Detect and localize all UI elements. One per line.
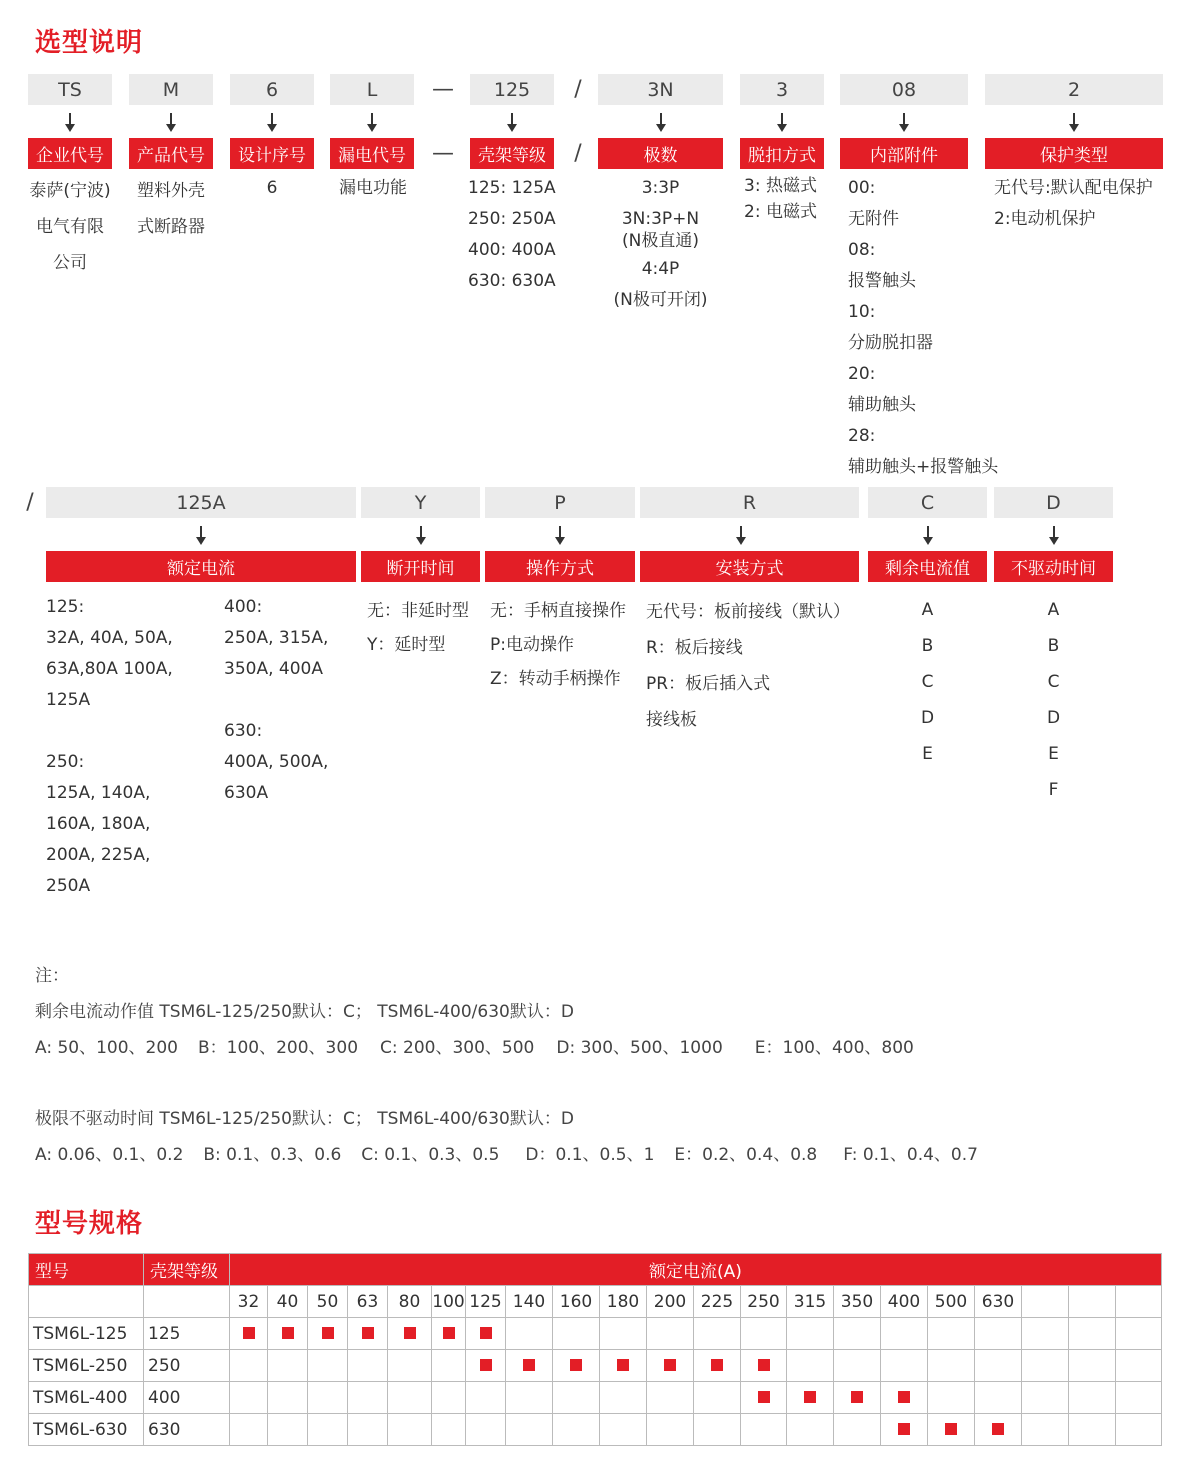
availability-cell <box>787 1350 834 1382</box>
desc-poles: 3:3P 3N:3P+N (N极直通) 4:4P (N极可开闭) <box>613 178 708 310</box>
label-frame-grade: 壳架等级 <box>470 138 554 169</box>
label-leak-code: 漏电代号 <box>330 138 414 169</box>
desc-frame: 125: 125A 250: 250A 400: 400A 630: 630A <box>468 178 556 291</box>
current-value-cell: 180 <box>600 1286 647 1318</box>
availability-cell <box>388 1318 432 1350</box>
availability-cell <box>694 1350 741 1382</box>
availability-cell <box>928 1318 975 1350</box>
blank-cell <box>144 1286 230 1318</box>
frame-cell: 630 <box>144 1414 230 1446</box>
available-mark-icon <box>570 1359 582 1371</box>
table-row <box>29 1382 1162 1414</box>
table-row <box>29 1350 1162 1382</box>
availability-cell <box>1022 1318 1069 1350</box>
arrow-down-icon <box>922 526 934 546</box>
table-row <box>29 1318 1162 1350</box>
current-value-cell: 350 <box>834 1286 881 1318</box>
availability-cell <box>308 1382 348 1414</box>
desc-residual: A B C D E <box>920 600 935 764</box>
spec-table <box>28 1253 1162 1446</box>
header-model: 型号 <box>29 1254 144 1286</box>
code-poles: 3N <box>598 74 723 105</box>
availability-cell <box>881 1318 928 1350</box>
availability-cell <box>308 1318 348 1350</box>
availability-cell <box>787 1414 834 1446</box>
desc-protection: 无代号:默认配电保护 2:电动机保护 <box>994 178 1153 229</box>
model-cell: TSM6L-125 <box>29 1318 144 1350</box>
current-value-cell: 80 <box>388 1286 432 1318</box>
arrow-down-icon <box>735 526 747 546</box>
availability-cell <box>348 1350 388 1382</box>
availability-cell <box>268 1350 308 1382</box>
availability-cell <box>432 1318 466 1350</box>
availability-cell <box>1069 1318 1116 1350</box>
code-operation: P <box>485 487 635 518</box>
arrow-down-icon <box>898 113 910 133</box>
availability-cell <box>647 1414 694 1446</box>
table-row <box>29 1414 1162 1446</box>
availability-cell <box>230 1382 268 1414</box>
arrow-down-icon <box>554 526 566 546</box>
note-heading: 注： <box>35 966 69 986</box>
available-mark-icon <box>523 1359 535 1371</box>
availability-cell <box>466 1382 506 1414</box>
label-operation: 操作方式 <box>485 551 635 582</box>
model-cell: TSM6L-630 <box>29 1414 144 1446</box>
label-company-code: 企业代号 <box>28 138 112 169</box>
code-non-drive: D <box>994 487 1113 518</box>
availability-cell <box>230 1350 268 1382</box>
current-value-cell: 315 <box>787 1286 834 1318</box>
availability-cell <box>1022 1414 1069 1446</box>
availability-cell <box>1116 1382 1162 1414</box>
desc-break-time: 无：非延时型 Y：延时型 <box>367 601 469 655</box>
current-value-cell: 160 <box>553 1286 600 1318</box>
availability-cell <box>388 1350 432 1382</box>
desc-design: 6 <box>266 178 278 198</box>
availability-cell <box>694 1382 741 1414</box>
availability-cell <box>230 1318 268 1350</box>
current-value-cell: 63 <box>348 1286 388 1318</box>
separator-slash: / <box>574 141 582 166</box>
available-mark-icon <box>758 1391 770 1403</box>
note-nondrive-defaults: 极限不驱动时间 TSM6L-125/250默认：C； TSM6L-400/630默认：D <box>35 1109 574 1129</box>
blank-cell <box>29 1286 144 1318</box>
separator-dash: — <box>432 141 454 166</box>
current-value-cell: 140 <box>506 1286 553 1318</box>
available-mark-icon <box>898 1423 910 1435</box>
code-rated-current: 125A <box>46 487 356 518</box>
model-cell: TSM6L-250 <box>29 1350 144 1382</box>
available-mark-icon <box>851 1391 863 1403</box>
availability-cell <box>466 1414 506 1446</box>
availability-cell <box>432 1414 466 1446</box>
availability-cell <box>348 1318 388 1350</box>
arrow-down-icon <box>776 113 788 133</box>
availability-cell <box>1022 1350 1069 1382</box>
label-install: 安装方式 <box>640 551 859 582</box>
available-mark-icon <box>243 1327 255 1339</box>
current-value-cell: 500 <box>928 1286 975 1318</box>
availability-cell <box>506 1414 553 1446</box>
arrow-down-icon <box>64 113 76 133</box>
availability-cell <box>975 1350 1022 1382</box>
desc-trip: 3: 热磁式 2: 电磁式 <box>744 176 817 222</box>
current-value-cell: 100 <box>432 1286 466 1318</box>
note-residual-defaults: 剩余电流动作值 TSM6L-125/250默认：C； TSM6L-400/630默认：D <box>35 1002 574 1022</box>
availability-cell <box>1116 1414 1162 1446</box>
availability-cell <box>348 1382 388 1414</box>
available-mark-icon <box>711 1359 723 1371</box>
availability-cell <box>787 1318 834 1350</box>
availability-cell <box>308 1414 348 1446</box>
availability-cell <box>348 1414 388 1446</box>
availability-cell <box>432 1350 466 1382</box>
arrow-down-icon <box>266 113 278 133</box>
availability-cell <box>1116 1350 1162 1382</box>
desc-leak: 漏电功能 <box>339 178 407 198</box>
available-mark-icon <box>898 1391 910 1403</box>
current-value-cell: 225 <box>694 1286 741 1318</box>
availability-cell <box>647 1318 694 1350</box>
label-break-time: 断开时间 <box>361 551 480 582</box>
availability-cell <box>466 1350 506 1382</box>
label-residual-current: 剩余电流值 <box>868 551 987 582</box>
available-mark-icon <box>322 1327 334 1339</box>
availability-cell <box>506 1350 553 1382</box>
code-company: TS <box>28 74 112 105</box>
availability-cell <box>1022 1382 1069 1414</box>
desc-non-drive: A B C D E F <box>1046 600 1061 800</box>
desc-product: 塑料外壳 式断路器 <box>137 181 205 237</box>
availability-cell <box>388 1414 432 1446</box>
desc-company: 泰萨(宁波) 电气有限 公司 <box>29 181 111 273</box>
current-value-cell: 630 <box>975 1286 1022 1318</box>
code-protection: 2 <box>985 74 1163 105</box>
availability-cell <box>553 1414 600 1446</box>
availability-cell <box>881 1350 928 1382</box>
code-break-time: Y <box>361 487 480 518</box>
code-trip: 3 <box>740 74 824 105</box>
availability-cell <box>600 1318 647 1350</box>
label-product-code: 产品代号 <box>129 138 213 169</box>
note-residual-values: A: 50、100、200 B：100、200、300 C: 200、300、500 D: 300、500、1000 E：100、400、800 <box>35 1038 914 1058</box>
frame-cell: 125 <box>144 1318 230 1350</box>
availability-cell <box>553 1318 600 1350</box>
separator-slash: / <box>574 77 582 102</box>
availability-cell <box>432 1382 466 1414</box>
current-value-cell: 250 <box>741 1286 787 1318</box>
section-title-selection: 选型说明 <box>35 28 144 58</box>
current-value-cell: 32 <box>230 1286 268 1318</box>
arrow-down-icon <box>195 526 207 546</box>
model-cell: TSM6L-400 <box>29 1382 144 1414</box>
availability-cell <box>600 1350 647 1382</box>
availability-cell <box>928 1350 975 1382</box>
availability-cell <box>647 1350 694 1382</box>
desc-current-left: 125: 32A, 40A, 50A, 63A,80A 100A, 125A 250: 125A, 140A, 160A, 180A, 200A, 225A, 250A <box>46 597 173 896</box>
code-frame: 125 <box>470 74 554 105</box>
arrow-down-icon <box>655 113 667 133</box>
availability-cell <box>741 1350 787 1382</box>
arrow-down-icon <box>1048 526 1060 546</box>
availability-cell <box>268 1414 308 1446</box>
availability-cell <box>1116 1318 1162 1350</box>
availability-cell <box>553 1350 600 1382</box>
label-protection-type: 保护类型 <box>985 138 1163 169</box>
availability-cell <box>1069 1414 1116 1446</box>
availability-cell <box>466 1318 506 1350</box>
available-mark-icon <box>362 1327 374 1339</box>
arrow-down-icon <box>1068 113 1080 133</box>
label-design-serial: 设计序号 <box>230 138 314 169</box>
availability-cell <box>741 1382 787 1414</box>
section-title-specs: 型号规格 <box>35 1209 144 1239</box>
availability-cell <box>600 1414 647 1446</box>
available-mark-icon <box>945 1423 957 1435</box>
header-frame: 壳架等级 <box>144 1254 230 1286</box>
availability-cell <box>694 1414 741 1446</box>
desc-operation: 无：手柄直接操作 P:电动操作 Z：转动手柄操作 <box>490 601 626 689</box>
current-value-cell: 40 <box>268 1286 308 1318</box>
current-value-cell: 200 <box>647 1286 694 1318</box>
current-value-cell <box>1022 1286 1069 1318</box>
availability-cell <box>881 1382 928 1414</box>
frame-cell: 400 <box>144 1382 230 1414</box>
available-mark-icon <box>480 1359 492 1371</box>
available-mark-icon <box>443 1327 455 1339</box>
availability-cell <box>834 1414 881 1446</box>
current-value-cell <box>1069 1286 1116 1318</box>
availability-cell <box>553 1382 600 1414</box>
available-mark-icon <box>804 1391 816 1403</box>
current-value-cell: 125 <box>466 1286 506 1318</box>
code-leak: L <box>330 74 414 105</box>
current-value-cell: 50 <box>308 1286 348 1318</box>
frame-cell: 250 <box>144 1350 230 1382</box>
available-mark-icon <box>664 1359 676 1371</box>
desc-accessory: 00: 无附件 08: 报警触头 10: 分励脱扣器 20: 辅助触头 28: 辅助触头+报警触头 <box>848 178 999 477</box>
availability-cell <box>230 1414 268 1446</box>
availability-cell <box>787 1382 834 1414</box>
available-mark-icon <box>404 1327 416 1339</box>
availability-cell <box>308 1350 348 1382</box>
availability-cell <box>975 1318 1022 1350</box>
availability-cell <box>834 1382 881 1414</box>
availability-cell <box>975 1382 1022 1414</box>
label-internal-accessory: 内部附件 <box>840 138 968 169</box>
separator-slash: / <box>26 490 34 515</box>
availability-cell <box>268 1382 308 1414</box>
availability-cell <box>506 1318 553 1350</box>
availability-cell <box>388 1382 432 1414</box>
availability-cell <box>975 1414 1022 1446</box>
availability-cell <box>506 1382 553 1414</box>
note-nondrive-values: A: 0.06、0.1、0.2 B: 0.1、0.3、0.6 C: 0.1、0.3、0.5 D：0.1、0.5、1 E：0.2、0.4、0.8 F: 0.1、0.4、0.7 <box>35 1145 978 1165</box>
available-mark-icon <box>758 1359 770 1371</box>
arrow-down-icon <box>415 526 427 546</box>
desc-install: 无代号：板前接线（默认） R：板后接线 PR：板后插入式 接线板 <box>646 602 850 730</box>
availability-cell <box>928 1414 975 1446</box>
label-non-drive-time: 不驱动时间 <box>994 551 1113 582</box>
available-mark-icon <box>992 1423 1004 1435</box>
availability-cell <box>647 1382 694 1414</box>
current-value-cell <box>1116 1286 1162 1318</box>
availability-cell <box>268 1318 308 1350</box>
arrow-down-icon <box>506 113 518 133</box>
availability-cell <box>1069 1350 1116 1382</box>
code-install: R <box>640 487 859 518</box>
availability-cell <box>600 1382 647 1414</box>
availability-cell <box>881 1414 928 1446</box>
current-header-row <box>29 1286 1162 1318</box>
available-mark-icon <box>480 1327 492 1339</box>
available-mark-icon <box>282 1327 294 1339</box>
availability-cell <box>834 1350 881 1382</box>
availability-cell <box>741 1318 787 1350</box>
arrow-down-icon <box>366 113 378 133</box>
arrow-down-icon <box>165 113 177 133</box>
label-rated-current: 额定电流 <box>46 551 356 582</box>
available-mark-icon <box>617 1359 629 1371</box>
separator-dash: — <box>432 77 454 102</box>
label-trip-type: 脱扣方式 <box>740 138 824 169</box>
label-poles: 极数 <box>598 138 723 169</box>
code-residual: C <box>868 487 987 518</box>
availability-cell <box>834 1318 881 1350</box>
current-value-cell: 400 <box>881 1286 928 1318</box>
code-design: 6 <box>230 74 314 105</box>
availability-cell <box>928 1382 975 1414</box>
availability-cell <box>694 1318 741 1350</box>
code-product: M <box>129 74 213 105</box>
header-rated-current: 额定电流(A) <box>230 1254 1162 1286</box>
availability-cell <box>741 1414 787 1446</box>
desc-current-right: 400: 250A, 315A, 350A, 400A 630: 400A, 500A, 630A <box>224 597 329 803</box>
code-accessory: 08 <box>840 74 968 105</box>
availability-cell <box>1069 1382 1116 1414</box>
